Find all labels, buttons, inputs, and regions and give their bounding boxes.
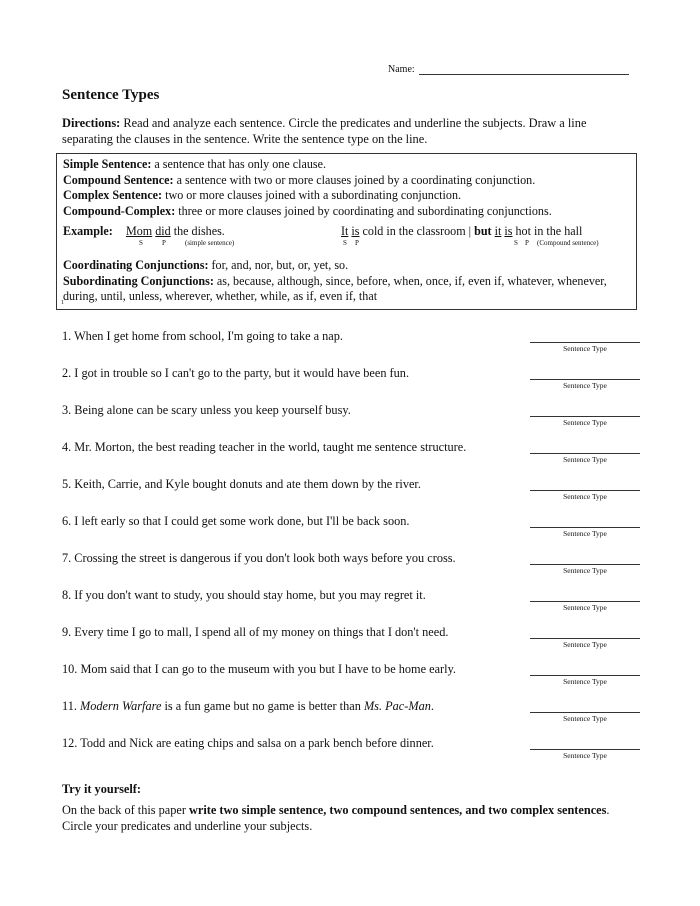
directions-label: Directions: bbox=[62, 116, 121, 130]
question-text: 7. Crossing the street is dangerous if you don't look both ways before you cross. bbox=[62, 551, 456, 565]
answer-label: Sentence Type bbox=[563, 714, 607, 723]
question-text: 8. If you don't want to study, you should stay home, but you may regret it. bbox=[62, 588, 426, 602]
answer-line[interactable] bbox=[530, 416, 640, 417]
conjunction-label: Coordinating Conjunctions: bbox=[63, 258, 209, 272]
answer-line[interactable] bbox=[530, 564, 640, 565]
definition-text: a sentence that has only one clause. bbox=[151, 157, 326, 171]
directions bbox=[62, 115, 637, 147]
example-subject: It bbox=[341, 224, 349, 238]
question-text-part: . bbox=[430, 699, 434, 713]
question-item bbox=[62, 697, 644, 734]
definition-compound-complex bbox=[63, 204, 630, 220]
question-item bbox=[62, 623, 644, 660]
question-text: 6. I left early so that I could get some work done, but I'll be back soon. bbox=[62, 514, 410, 528]
question-item bbox=[62, 660, 644, 697]
definition-complex bbox=[63, 188, 630, 204]
example-tag-s: S bbox=[343, 239, 347, 247]
try-it-title: Try it yourself: bbox=[62, 782, 141, 796]
definition-term: Simple Sentence: bbox=[63, 157, 152, 171]
conjunction-label: Subordinating Conjunctions: bbox=[63, 273, 214, 288]
example-predicate: did bbox=[155, 224, 171, 238]
definition-term: Compound Sentence: bbox=[63, 172, 174, 187]
subordinating-conjunctions bbox=[63, 274, 630, 305]
question-text bbox=[62, 699, 434, 714]
answer-label: Sentence Type bbox=[563, 566, 607, 575]
answer-label: Sentence Type bbox=[563, 751, 607, 760]
definition-text: a sentence with two or more clauses joined by a coordinating conjunction. bbox=[173, 172, 536, 187]
directions-text: Read and analyze each sentence. Circle the predicates and underline the subjects. Draw a line separating the clauses in the sentence. Write the sentence type on the line. bbox=[62, 116, 587, 146]
answer-label: Sentence Type bbox=[563, 492, 607, 501]
answer-line[interactable] bbox=[530, 675, 640, 676]
name-label: Name: bbox=[388, 64, 415, 75]
answer-line[interactable] bbox=[530, 601, 640, 602]
answer-label: Sentence Type bbox=[563, 455, 607, 464]
game-title: Ms. Pac-Man bbox=[363, 699, 431, 713]
answer-label: Sentence Type bbox=[563, 677, 607, 686]
answer-line[interactable] bbox=[530, 527, 640, 528]
example-row bbox=[63, 224, 630, 258]
answer-line[interactable] bbox=[530, 749, 640, 750]
example-label: Example: bbox=[63, 224, 113, 238]
example-rest: cold in the classroom | bbox=[359, 224, 475, 238]
game-title: Modern Warfare bbox=[80, 699, 162, 713]
example-tag-p: P bbox=[355, 239, 359, 247]
page-title: Sentence Types bbox=[62, 87, 160, 103]
example-tag-p: P bbox=[525, 239, 529, 247]
try-end: . Circle your predicates and underline your subjects. bbox=[62, 803, 610, 833]
question-text: 4. Mr. Morton, the best reading teacher in the world, taught me sentence structure. bbox=[62, 440, 467, 454]
answer-line[interactable] bbox=[530, 490, 640, 491]
answer-line[interactable] bbox=[530, 638, 640, 639]
answer-line[interactable] bbox=[530, 342, 640, 343]
name-line[interactable] bbox=[419, 64, 629, 75]
conjunction-text: as, because, although, since, before, when, once, if, even if, whatever, whenever, during, until, unless, wherever, whether, while, as if, even if, that bbox=[63, 273, 607, 303]
question-text: 12. Todd and Nick are eating chips and salsa on a park bench before dinner. bbox=[62, 736, 434, 750]
answer-label: Sentence Type bbox=[563, 603, 607, 612]
try-it-instructions bbox=[62, 802, 642, 834]
example-tag-s: S bbox=[514, 239, 518, 247]
example-tag-s: S bbox=[139, 239, 143, 247]
example-rest: hot in the hall bbox=[512, 224, 583, 238]
name-field bbox=[388, 64, 629, 75]
example-predicate: is bbox=[351, 224, 360, 238]
definition-term: Complex Sentence: bbox=[63, 188, 163, 202]
question-item bbox=[62, 327, 644, 364]
coordinating-conjunctions bbox=[63, 258, 630, 274]
question-text-part: is a fun game but no game is better than bbox=[161, 699, 364, 713]
answer-line[interactable] bbox=[530, 712, 640, 713]
question-item bbox=[62, 475, 644, 512]
question-item bbox=[62, 401, 644, 438]
question-item bbox=[62, 734, 644, 771]
example-predicate: is bbox=[504, 224, 513, 238]
answer-label: Sentence Type bbox=[563, 640, 607, 649]
question-item bbox=[62, 438, 644, 475]
answer-label: Sentence Type bbox=[563, 529, 607, 538]
try-bold: write two simple sentence, two compound sentences, and two complex sentences bbox=[189, 803, 607, 817]
question-text: 10. Mom said that I can go to the museum with you but I have to be home early. bbox=[62, 662, 456, 676]
question-list bbox=[62, 327, 644, 771]
example-type: (simple sentence) bbox=[185, 239, 235, 247]
conjunction-text: for, and, nor, but, or, yet, so. bbox=[208, 258, 349, 272]
question-item bbox=[62, 364, 644, 401]
answer-line[interactable] bbox=[530, 379, 640, 380]
example-subject: Mom bbox=[126, 224, 153, 238]
example-type: (Compound sentence) bbox=[537, 239, 599, 247]
answer-label: Sentence Type bbox=[563, 344, 607, 353]
box-footnote: 1 bbox=[61, 299, 64, 306]
definition-term: Compound-Complex: bbox=[63, 203, 176, 218]
question-number: 11. bbox=[62, 699, 80, 713]
question-text: 3. Being alone can be scary unless you keep yourself busy. bbox=[62, 403, 351, 417]
question-item bbox=[62, 586, 644, 623]
question-item bbox=[62, 512, 644, 549]
question-text: 1. When I get home from school, I'm going to take a nap. bbox=[62, 329, 343, 343]
question-item bbox=[62, 549, 644, 586]
try-intro: On the back of this paper bbox=[62, 803, 190, 817]
definition-compound bbox=[63, 173, 630, 189]
answer-label: Sentence Type bbox=[563, 381, 607, 390]
example-rest: the dishes. bbox=[170, 224, 225, 238]
question-text: 2. I got in trouble so I can't go to the party, but it would have been fun. bbox=[62, 366, 410, 380]
example-conjunction: but bbox=[474, 224, 492, 238]
definition-text: two or more clauses joined with a subordinating conjunction. bbox=[162, 188, 462, 202]
question-text: 9. Every time I go to mall, I spend all of my money on things that I don't need. bbox=[62, 625, 449, 639]
example-subject: it bbox=[494, 224, 502, 238]
answer-label: Sentence Type bbox=[563, 418, 607, 427]
example-tag-p: P bbox=[162, 239, 166, 247]
definition-text: three or more clauses joined by coordinating and subordinating conjunctions. bbox=[175, 203, 552, 218]
question-text: 5. Keith, Carrie, and Kyle bought donuts and ate them down by the river. bbox=[62, 477, 421, 491]
definitions-box bbox=[56, 153, 637, 310]
definition-simple bbox=[63, 157, 630, 173]
answer-line[interactable] bbox=[530, 453, 640, 454]
